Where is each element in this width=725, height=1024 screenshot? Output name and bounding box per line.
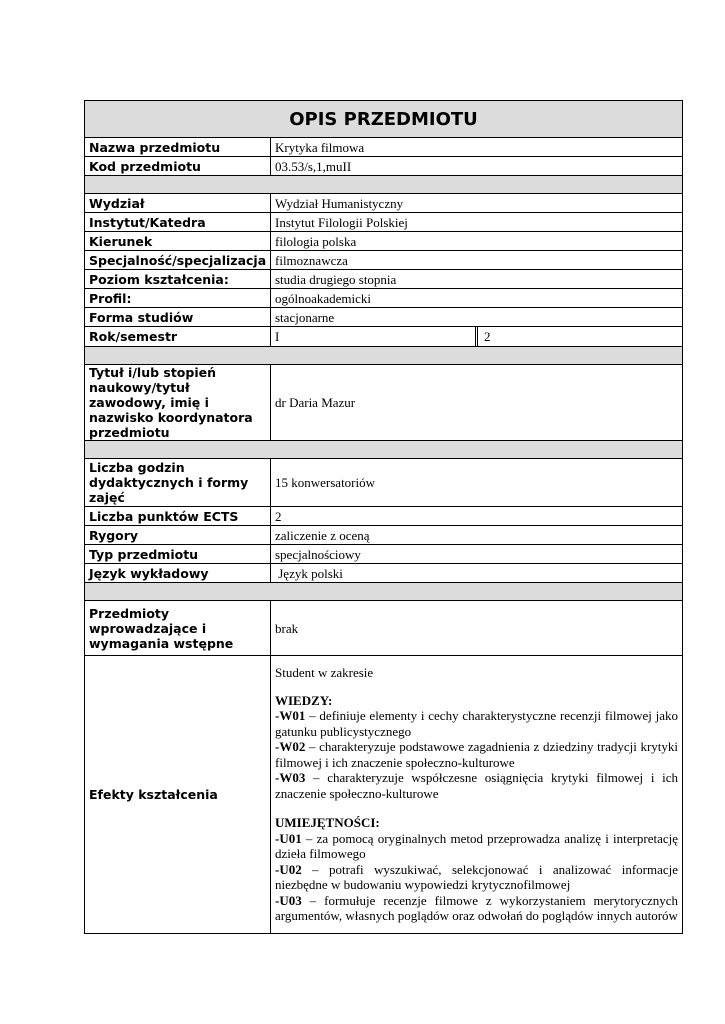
table-row	[85, 289, 683, 308]
field-value: filmoznawcza	[271, 251, 683, 270]
field-label: Specjalność/specjalizacja	[85, 251, 271, 270]
knowledge-heading: WIEDZY:	[275, 692, 333, 708]
field-value: specjalnościowy	[271, 545, 683, 564]
skills-heading: UMIEJĘTNOŚCI:	[275, 815, 380, 831]
separator	[85, 347, 683, 365]
field-label: Wydział	[85, 194, 271, 213]
field-value: Wydział Humanistyczny	[271, 194, 683, 213]
year-value: I	[275, 327, 478, 346]
field-label: Poziom kształcenia:	[85, 270, 271, 289]
list-item: -W03 – charakteryzuje współczesne osiągnięcia krytyki filmowej i ich znaczenie społeczno-kulturowe	[275, 770, 679, 801]
table-row	[85, 545, 683, 564]
table-row	[85, 157, 683, 176]
table-row	[85, 656, 683, 934]
field-label: Typ przedmiotu	[85, 545, 271, 564]
field-label: Rygory	[85, 526, 271, 545]
outcomes-intro: Student w zakresie	[275, 665, 374, 681]
table-row	[85, 526, 683, 545]
field-label: Kierunek	[85, 232, 271, 251]
field-value: 15 konwersatoriów	[271, 459, 683, 507]
field-label: Efekty kształcenia	[85, 656, 271, 934]
table-row	[85, 459, 683, 507]
field-value: dr Daria Mazur	[271, 365, 683, 441]
table-row	[85, 365, 683, 441]
field-value: 2	[271, 507, 683, 526]
separator-row	[85, 441, 683, 459]
field-label: Forma studiów	[85, 308, 271, 327]
field-label: Język wykładowy	[85, 564, 271, 583]
field-label: Liczba godzin dydaktycznych i formy zajęć	[85, 459, 271, 507]
table-row	[85, 308, 683, 327]
field-label: Liczba punktów ECTS	[85, 507, 271, 526]
year-semester-cell	[271, 327, 683, 347]
field-value: Język polski	[271, 564, 683, 583]
field-value: zaliczenie z oceną	[271, 526, 683, 545]
field-value: filologia polska	[271, 232, 683, 251]
field-label: Przedmioty wprowadzające i wymagania wstępne	[85, 601, 271, 656]
field-label: Profil:	[85, 289, 271, 308]
separator-row	[85, 176, 683, 194]
field-label: Kod przedmiotu	[85, 157, 271, 176]
table-row	[85, 327, 683, 347]
table-row	[85, 138, 683, 157]
separator	[85, 441, 683, 459]
table-row	[85, 251, 683, 270]
field-value: stacjonarne	[271, 308, 683, 327]
page-title: OPIS PRZEDMIOTU	[85, 101, 683, 138]
field-value: Krytyka filmowa	[271, 138, 683, 157]
field-value: 03.53/s,1,muII	[271, 157, 683, 176]
field-label: Rok/semestr	[85, 327, 271, 347]
table-row	[85, 232, 683, 251]
field-value: ogólnoakademicki	[271, 289, 683, 308]
table-row	[85, 564, 683, 583]
list-item: -W02 – charakteryzuje podstawowe zagadnienia z dziedziny tradycji krytyki filmowej i ich znaczenie społeczno-kulturowe	[275, 739, 679, 770]
field-value: brak	[271, 601, 683, 656]
title-row	[85, 101, 683, 138]
separator-row	[85, 347, 683, 365]
separator	[85, 176, 683, 194]
separator	[85, 583, 683, 601]
table-row	[85, 601, 683, 656]
course-description-table	[84, 100, 683, 934]
field-value: Instytut Filologii Polskiej	[271, 213, 683, 232]
learning-outcomes	[271, 656, 683, 934]
list-item: -W01 – definiuje elementy i cechy charakterystyczne recenzji filmowej jako gatunku publicystycznego	[275, 708, 679, 739]
table-row	[85, 270, 683, 289]
list-item: -U03 – formułuje recenzje filmowe z wykorzystaniem merytorycznych argumentów, własnych poglądów oraz odwołań do poglądów innych autorów	[275, 892, 679, 924]
table-row	[85, 213, 683, 232]
field-value: studia drugiego stopnia	[271, 270, 683, 289]
semester-value: 2	[484, 329, 491, 344]
field-label: Instytut/Katedra	[85, 213, 271, 232]
list-item: -U01 – za pomocą oryginalnych metod przeprowadza analizę i interpretację dzieła filmowego	[275, 830, 679, 862]
field-label: Tytuł i/lub stopień naukowy/tytuł zawodowy, imię i nazwisko koordynatora przedmiotu	[85, 365, 271, 441]
table-row	[85, 194, 683, 213]
separator-row	[85, 583, 683, 601]
list-item: -U02 – potrafi wyszukiwać, selekcjonować i analizować informacje niezbędne w budowaniu wypowiedzi krytycznofilmowej	[275, 861, 679, 893]
field-label: Nazwa przedmiotu	[85, 138, 271, 157]
table-row	[85, 507, 683, 526]
